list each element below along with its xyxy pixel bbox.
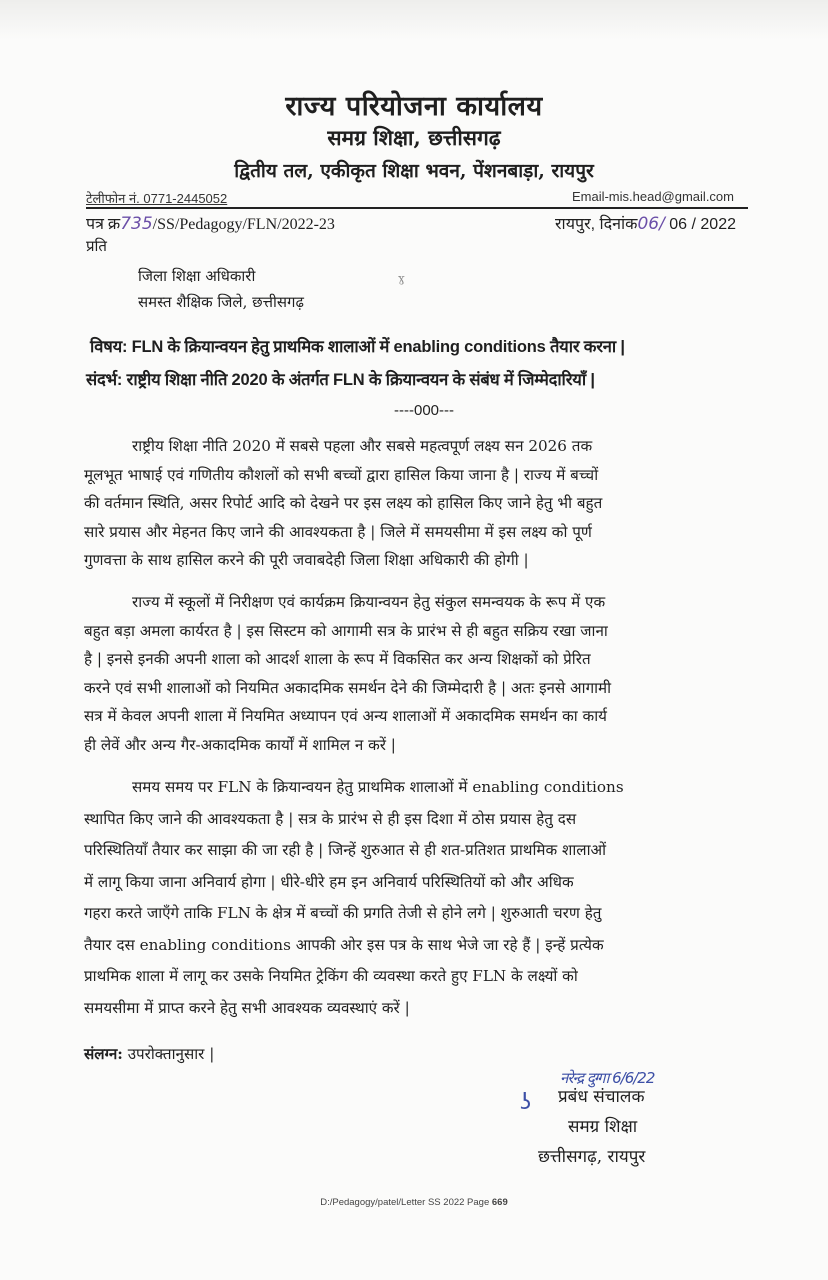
paragraph-1 (84, 432, 749, 575)
addressee-line-1: जिला शिक्षा अधिकारी (138, 267, 256, 285)
separator: ----000--- (394, 402, 454, 419)
paragraph-line: राष्ट्रीय शिक्षा नीति 2020 में सबसे पहला और सबसे महत्वपूर्ण लक्ष्य सन 2026 तक (132, 437, 593, 455)
paragraph-line: सत्र में केवल अपनी शाला में नियमित अध्यापन एवं अन्य शालाओं में अकादमिक समर्थन का कार्य (84, 707, 607, 725)
contact-row (86, 189, 734, 207)
scan-shadow (0, 0, 828, 40)
letterhead-address: द्वितीय तल, एकीकृत शिक्षा भवन, पेंशनबाड़ा, रायपुर (234, 160, 594, 182)
enclosure-label: संलग्न: (84, 1045, 123, 1063)
paragraph-line: समय समय पर FLN के क्रियान्वयन हेतु प्राथमिक शालाओं में enabling conditions (132, 778, 624, 796)
to-label: प्रति (86, 237, 107, 255)
enclosure (84, 1044, 214, 1064)
letter-date (555, 212, 736, 234)
paragraph-2 (84, 588, 749, 759)
pencil-mark: ɣ (398, 272, 405, 285)
paragraph-line: ही लेवें और अन्य गैर-अकादमिक कार्यों में शामिल न करें | (84, 735, 396, 754)
paragraph-line: मूलभूत भाषाई एवं गणितीय कौशलों को सभी बच्चों द्वारा हासिल किया जाना है | राज्य में बच्चों (84, 465, 599, 484)
paragraph-line: समयसीमा में प्राप्त करने हेतु सभी आवश्यक व्यवस्थाएं करें | (84, 998, 410, 1017)
letter-number-suffix: /SS/Pedagogy/FLN/2022-23 (152, 216, 335, 233)
paragraph-line: की वर्तमान स्थिति, असर रिपोर्ट आदि को देखने पर इस लक्ष्य को हासिल किए जाने हेतु भी बहुत (84, 494, 603, 512)
paragraph-line: करने एवं सभी शालाओं को नियमित अकादमिक समर्थन देने की जिम्मेदारी है | अतः इनसे आगामी (84, 678, 612, 697)
paragraph-line: स्थापित किए जाने की आवश्यकता है | सत्र के प्रारंभ से ही इस दिशा में ठोस प्रयास हेतु दस (84, 809, 577, 828)
footer-page-number: 669 (491, 1197, 508, 1208)
signatory-title: प्रबंध संचालक (558, 1087, 645, 1107)
date-prefix: रायपुर, दिनांक (555, 216, 638, 233)
footer-path (0, 1197, 828, 1208)
paragraph-3 (84, 772, 749, 1024)
letter-number-prefix: पत्र क्र (86, 216, 121, 233)
letterhead-office: राज्य परियोजना कार्यालय (285, 91, 543, 122)
paragraph-line: है | इनसे इनकी अपनी शाला को आदर्श शाला के रूप में विकसित कर अन्य शिक्षकों को प्रेरित (84, 650, 591, 668)
letter-number-handwritten: 735 (120, 214, 153, 234)
letter-number (86, 212, 335, 234)
subject-line: विषय: FLN के क्रियान्वयन हेतु प्राथमिक शालाओं में enabling conditions तैयार करना | (90, 338, 625, 356)
paragraph-line: प्राथमिक शाला में लागू कर उसके नियमित ट्रेकिंग की व्यवस्था करते हुए FLN के लक्ष्यों को (84, 967, 578, 985)
addressee-line-2: समस्त शैक्षिक जिले, छत्तीसगढ़ (138, 293, 304, 311)
paragraph-line: में लागू किया जाना अनिवार्य होगा | धीरे-धीरे हम इन अनिवार्य परिस्थितियों को और अधिक (84, 872, 574, 891)
signature-scrawl: नरेन्द्र दुग्गा 6/6/22 (560, 1069, 655, 1087)
enclosure-value: उपरोक्तानुसार | (122, 1045, 215, 1063)
header-rule (86, 207, 748, 209)
reference-line: संदर्भ: राष्ट्रीय शिक्षा नीति 2020 के अंतर्गत FLN के क्रियान्वयन के संबंध में जिम्मेदारियाँ | (86, 371, 595, 389)
paragraph-line: बहुत बड़ा अमला कार्यरत है | इस सिस्टम को आगामी सत्र के प्रारंभ से ही बहुत सक्रिय रखा जाना (84, 621, 608, 640)
date-rest: 06 / 2022 (664, 216, 736, 233)
paragraph-line: तैयार दस enabling conditions आपकी ओर इस पत्र के साथ भेजे जा रहे हैं | इन्हें प्रत्येक (84, 935, 604, 954)
signature-mark-icon: ʖ (520, 1090, 532, 1115)
signatory-place: छत्तीसगढ़, रायपुर (538, 1147, 646, 1167)
signatory-org: समग्र शिक्षा (568, 1117, 638, 1137)
letterhead-org: समग्र शिक्षा, छत्तीसगढ़ (327, 125, 501, 150)
phone-number: टेलीफोन नं. 0771-2445052 (86, 191, 228, 206)
paragraph-line: परिस्थितियाँ तैयार कर साझा की जा रही है | जिन्हें शुरुआत से ही शत-प्रतिशत प्राथमिक शालाओं (84, 841, 607, 859)
paragraph-line: गहरा करते जाएँगे ताकि FLN के क्षेत्र में बच्चों की प्रगति तेजी से होने लगे | शुरुआती चरण हेतु (84, 904, 602, 922)
date-day-handwritten: 06/ (637, 214, 665, 234)
footer-path-text: D:/Pedagogy/patel/Letter SS 2022 Page (320, 1197, 492, 1208)
paragraph-line: सारे प्रयास और मेहनत किए जाने की आवश्यकता है | जिले में समयसीमा में इस लक्ष्य को पूर्ण (84, 522, 592, 541)
email-address: Email-mis.head@gmail.com (571, 189, 734, 204)
paragraph-line: गुणवत्ता के साथ हासिल करने की पूरी जवाबदेही जिला शिक्षा अधिकारी की होगी | (84, 551, 529, 569)
paragraph-line: राज्य में स्कूलों में निरीक्षण एवं कार्यक्रम क्रियान्वयन हेतु संकुल समन्वयक के रूप में एक (132, 593, 606, 611)
